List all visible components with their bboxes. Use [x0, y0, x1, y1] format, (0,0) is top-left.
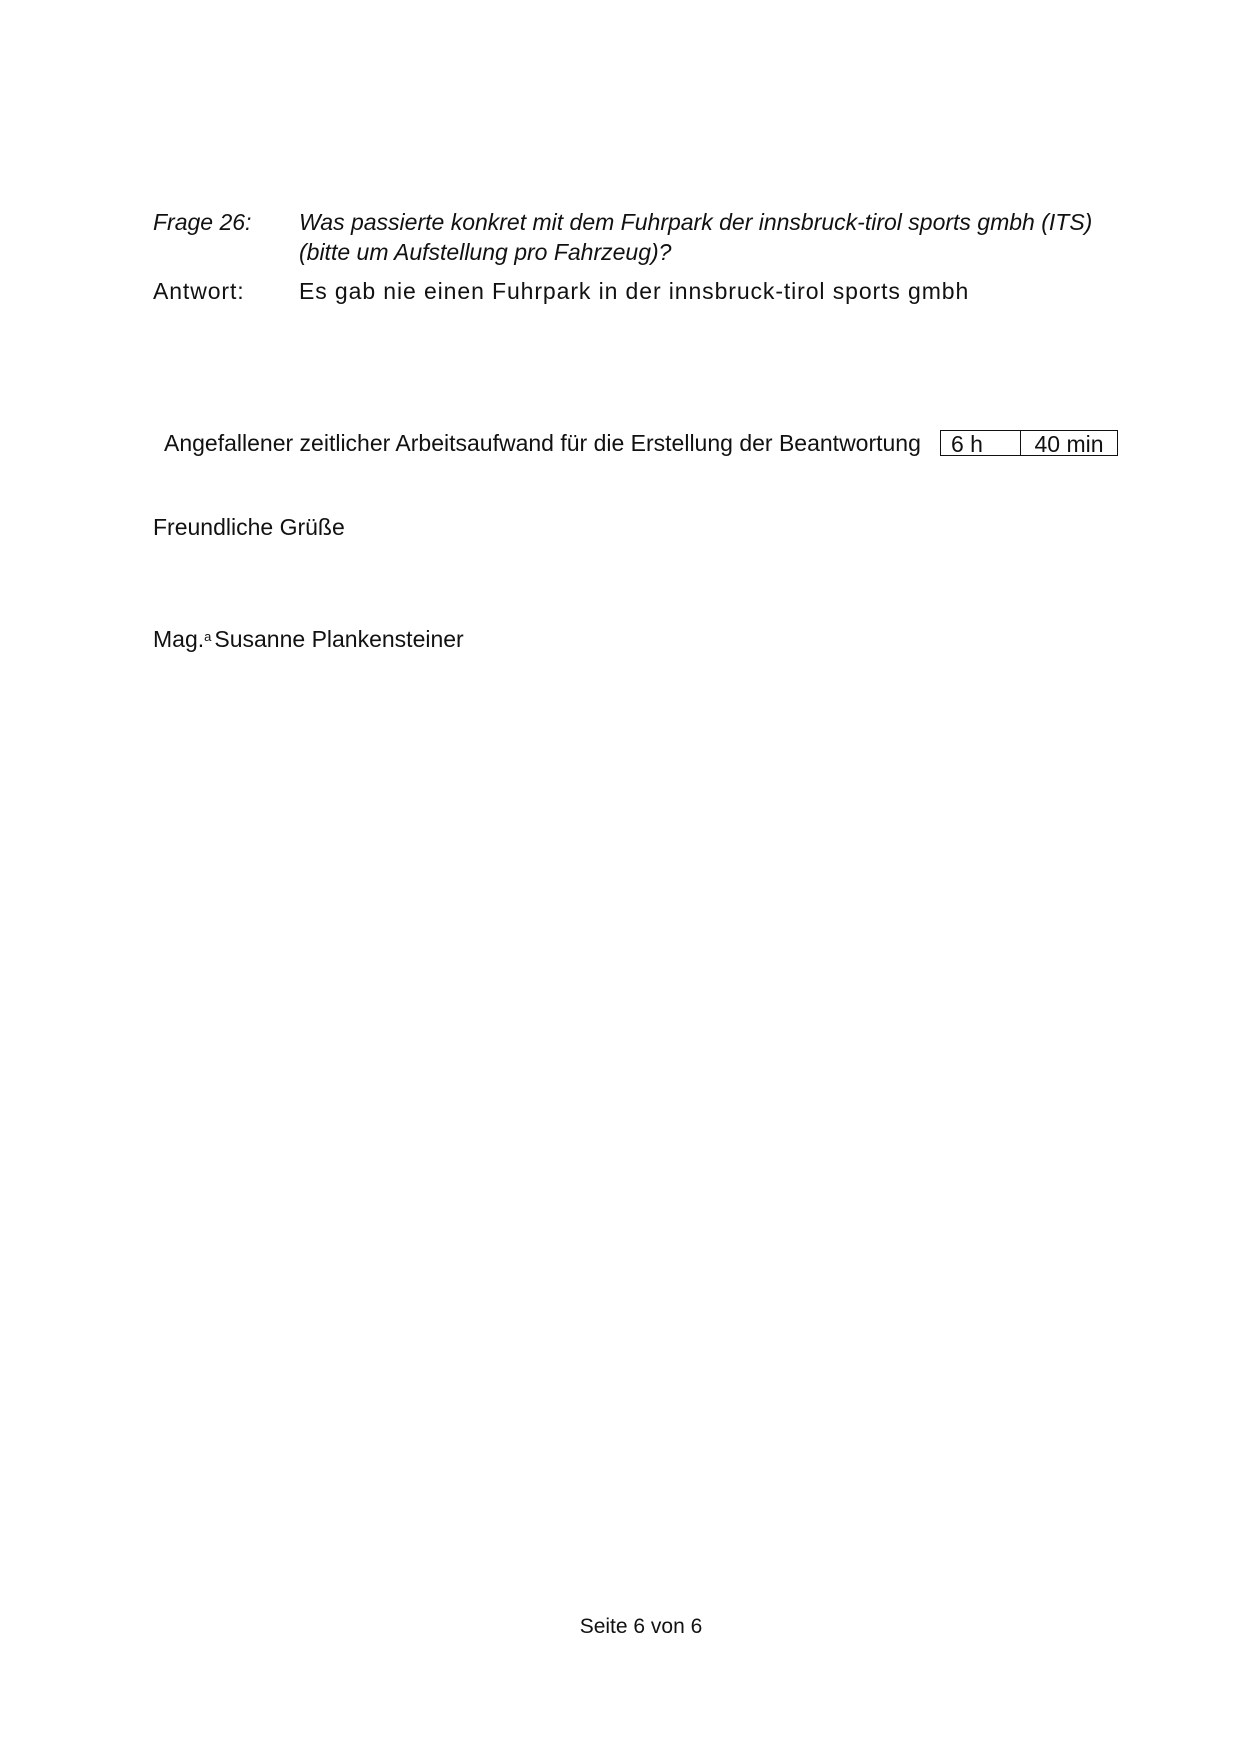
effort-hours: 6 h: [941, 431, 1021, 455]
signature-name: Susanne Plankensteiner: [214, 626, 464, 652]
signature-line: [153, 624, 464, 654]
answer-text: Es gab nie einen Fuhrpark in der innsbruck-tirol sports gmbh: [299, 278, 970, 304]
effort-minutes: 40 min: [1034, 431, 1104, 457]
signature-title: Mag.: [153, 626, 205, 652]
question-text-line-2: (bitte um Aufstellung pro Fahrzeug)?: [299, 239, 672, 265]
closing-greeting: Freundliche Grüße: [153, 514, 345, 540]
signature-title-superscript: a: [204, 629, 212, 644]
effort-label: Angefallener zeitlicher Arbeitsaufwand für die Erstellung der Beantwortung: [164, 430, 921, 456]
question-label: Frage 26:: [153, 209, 252, 235]
effort-table: [940, 430, 1118, 456]
effort-row: [164, 428, 921, 458]
answer-label: Antwort:: [153, 278, 245, 304]
question-text-line-1: Was passierte konkret mit dem Fuhrpark der innsbruck-tirol sports gmbh (ITS): [299, 209, 1093, 235]
page-number: Seite 6 von 6: [579, 1615, 703, 1638]
